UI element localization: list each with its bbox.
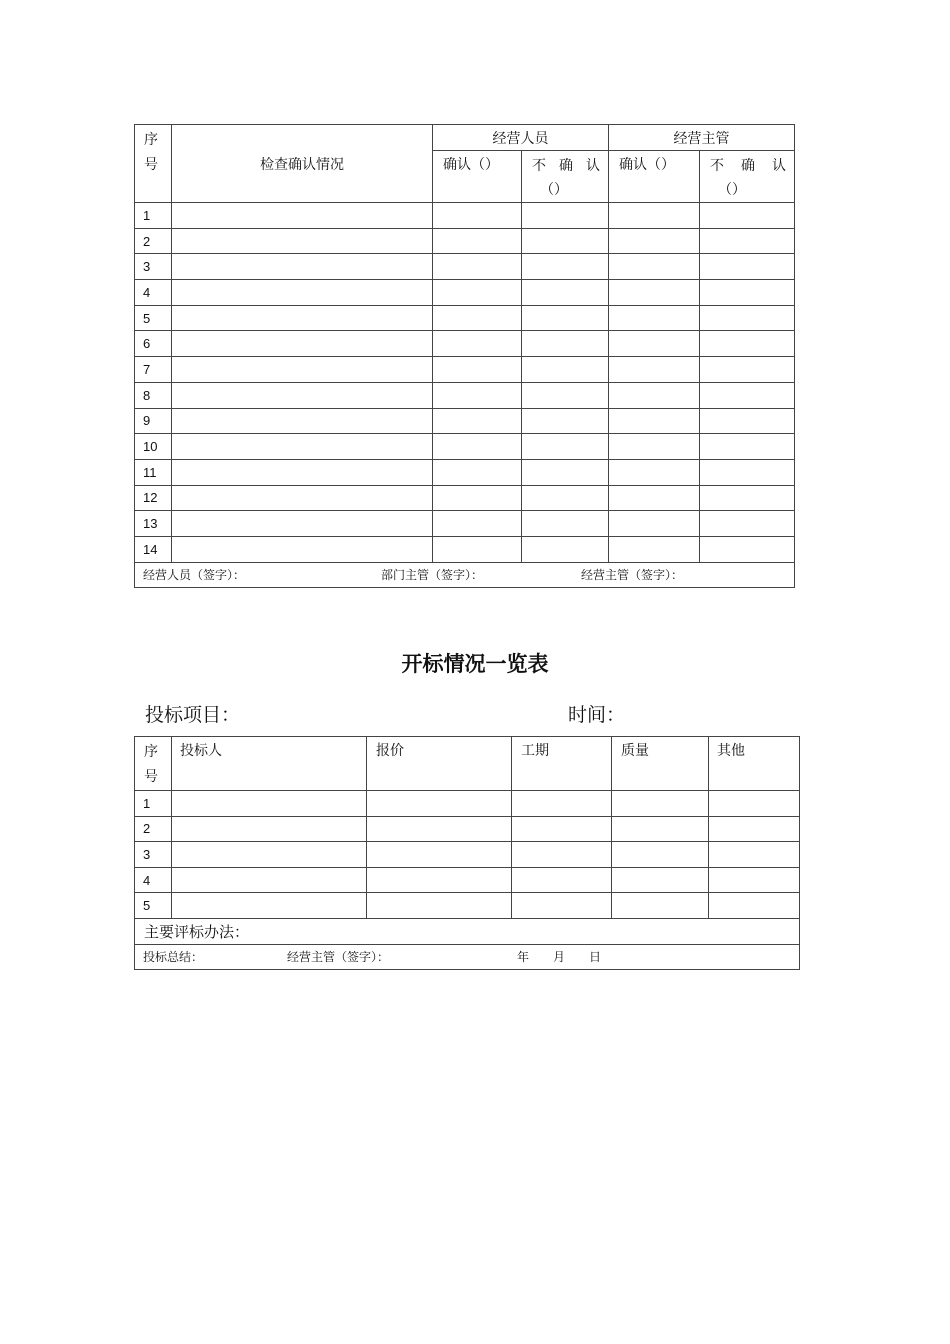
table-cell: [172, 382, 433, 408]
table-cell: [700, 408, 795, 434]
table-cell: [612, 842, 709, 868]
table-cell: [522, 408, 609, 434]
row-number: 10: [135, 434, 172, 460]
table-cell: [609, 331, 700, 357]
table-cell: [172, 791, 367, 817]
table-cell: [609, 511, 700, 537]
table-cell: [512, 893, 612, 919]
table-cell: [433, 382, 522, 408]
row-number: 2: [135, 228, 172, 254]
table-cell: [522, 203, 609, 229]
seq-header: 序 号: [135, 125, 172, 203]
page-title: 开标情况一览表: [401, 652, 549, 676]
table-cell: [709, 842, 800, 868]
table-cell: [709, 791, 800, 817]
table-cell: [609, 408, 700, 434]
table-cell: [700, 459, 795, 485]
table-cell: [612, 893, 709, 919]
table-cell: [522, 305, 609, 331]
inspection-table: [134, 124, 795, 588]
table-cell: [609, 357, 700, 383]
row-number: 5: [135, 305, 172, 331]
row-number: 4: [135, 867, 172, 893]
table-cell: [433, 280, 522, 306]
row-number: 8: [135, 382, 172, 408]
manager-confirm-header: 确认（）: [609, 151, 700, 203]
table-cell: [433, 511, 522, 537]
summary-label: 投标总结：: [143, 950, 204, 965]
table-cell: [172, 408, 433, 434]
table-cell: [433, 203, 522, 229]
row-number: 5: [135, 893, 172, 919]
table-cell: [367, 791, 512, 817]
table-cell: [172, 893, 367, 919]
table-row: [135, 791, 800, 817]
row-number: 3: [135, 842, 172, 868]
table-cell: [612, 867, 709, 893]
duration-header: 工期: [512, 737, 612, 791]
table-cell: [512, 842, 612, 868]
row-number: 11: [135, 459, 172, 485]
table-cell: [609, 203, 700, 229]
table-row: [135, 893, 800, 919]
bidder-header: 投标人: [172, 737, 367, 791]
table-cell: [700, 511, 795, 537]
manager-group-header: 经营主管: [609, 125, 795, 151]
table-cell: [700, 382, 795, 408]
table-row: [135, 408, 795, 434]
table-row: [135, 867, 800, 893]
row-number: 9: [135, 408, 172, 434]
table-row: [135, 511, 795, 537]
table-row: [135, 357, 795, 383]
not-confirm-text: 不 确 认: [532, 158, 600, 174]
not-confirm-text: 不 确 认: [710, 158, 786, 174]
table-cell: [433, 434, 522, 460]
row-number: 6: [135, 331, 172, 357]
staff-signature-label: 经营人员（签字）：: [143, 568, 246, 583]
table-cell: [522, 382, 609, 408]
table-row: [135, 203, 795, 229]
table-cell: [612, 791, 709, 817]
table-cell: [172, 203, 433, 229]
table-cell: [367, 816, 512, 842]
table-cell: [700, 485, 795, 511]
table-cell: [522, 459, 609, 485]
row-number: 1: [135, 791, 172, 817]
quality-header: 质量: [612, 737, 709, 791]
table-cell: [609, 434, 700, 460]
table-row: [135, 842, 800, 868]
summary-row: [135, 944, 800, 969]
table-cell: [522, 536, 609, 562]
bid-opening-table: [134, 736, 800, 970]
table-cell: [700, 305, 795, 331]
table-row: [135, 459, 795, 485]
table-cell: [172, 357, 433, 383]
table-cell: [512, 791, 612, 817]
table-cell: [700, 536, 795, 562]
table-cell: [433, 408, 522, 434]
manager-signature-label: 经营主管（签字）：: [287, 950, 390, 965]
staff-not-confirm-header: [522, 151, 609, 203]
table-cell: [700, 203, 795, 229]
manager-signature-label: 经营主管（签字）：: [581, 568, 684, 583]
table-cell: [172, 305, 433, 331]
table-cell: [367, 867, 512, 893]
table-row: [135, 305, 795, 331]
manager-not-confirm-header: [700, 151, 795, 203]
row-number: 12: [135, 485, 172, 511]
year-label: 年: [517, 950, 530, 965]
table-cell: [512, 867, 612, 893]
table-row: [135, 254, 795, 280]
row-number: 13: [135, 511, 172, 537]
day-label: 日: [589, 950, 602, 965]
table-cell: [433, 459, 522, 485]
table-cell: [172, 331, 433, 357]
table-cell: [522, 331, 609, 357]
row-number: 2: [135, 816, 172, 842]
table-row: [135, 434, 795, 460]
staff-confirm-header: 确认（）: [433, 151, 522, 203]
row-number: 1: [135, 203, 172, 229]
table-cell: [522, 228, 609, 254]
table-cell: [512, 816, 612, 842]
not-confirm-paren: （）: [540, 182, 568, 198]
table-cell: [609, 280, 700, 306]
table-cell: [612, 816, 709, 842]
table-cell: [709, 816, 800, 842]
row-number: 4: [135, 280, 172, 306]
table-cell: [709, 867, 800, 893]
table-cell: [433, 305, 522, 331]
table-cell: [433, 331, 522, 357]
row-number: 14: [135, 536, 172, 562]
table-cell: [172, 434, 433, 460]
table-cell: [700, 331, 795, 357]
table-cell: [433, 254, 522, 280]
table-cell: [700, 228, 795, 254]
table-cell: [522, 254, 609, 280]
table-cell: [609, 459, 700, 485]
table-cell: [609, 485, 700, 511]
table-cell: [172, 228, 433, 254]
row-number: 7: [135, 357, 172, 383]
table-row: [135, 228, 795, 254]
table-cell: [172, 459, 433, 485]
table-row: [135, 331, 795, 357]
table-row: [135, 816, 800, 842]
staff-group-header: 经营人员: [433, 125, 609, 151]
table-cell: [609, 382, 700, 408]
table-cell: [172, 511, 433, 537]
table-cell: [367, 842, 512, 868]
table-cell: [172, 816, 367, 842]
table-cell: [522, 357, 609, 383]
not-confirm-paren: （）: [718, 182, 746, 198]
table-cell: [433, 485, 522, 511]
seq-header: 序 号: [135, 737, 172, 791]
price-header: 报价: [367, 737, 512, 791]
time-label: 时间：: [568, 704, 626, 726]
table-cell: [172, 485, 433, 511]
row-number: 3: [135, 254, 172, 280]
signature-row: [135, 562, 795, 587]
table-cell: [172, 254, 433, 280]
table-row: [135, 280, 795, 306]
table-cell: [172, 842, 367, 868]
table-cell: [700, 254, 795, 280]
table-row: [135, 485, 795, 511]
dept-signature-label: 部门主管（签字）：: [381, 568, 484, 583]
table-cell: [700, 434, 795, 460]
evaluation-method-row: 主要评标办法：: [135, 918, 800, 944]
table-row: [135, 536, 795, 562]
table-cell: [172, 867, 367, 893]
table-row: [135, 382, 795, 408]
table-cell: [433, 228, 522, 254]
table-cell: [522, 485, 609, 511]
table-cell: [609, 228, 700, 254]
table-cell: [367, 893, 512, 919]
table-cell: [433, 536, 522, 562]
table-cell: [522, 434, 609, 460]
table-cell: [700, 357, 795, 383]
table-cell: [709, 893, 800, 919]
table-cell: [609, 536, 700, 562]
table-cell: [172, 280, 433, 306]
table-cell: [609, 254, 700, 280]
table-cell: [700, 280, 795, 306]
table-cell: [433, 357, 522, 383]
check-status-header: 检查确认情况: [172, 125, 433, 203]
month-label: 月: [553, 950, 566, 965]
table-cell: [172, 536, 433, 562]
table-cell: [609, 305, 700, 331]
project-label: 投标项目：: [145, 704, 241, 726]
table-cell: [522, 511, 609, 537]
table-cell: [522, 280, 609, 306]
other-header: 其他: [709, 737, 800, 791]
